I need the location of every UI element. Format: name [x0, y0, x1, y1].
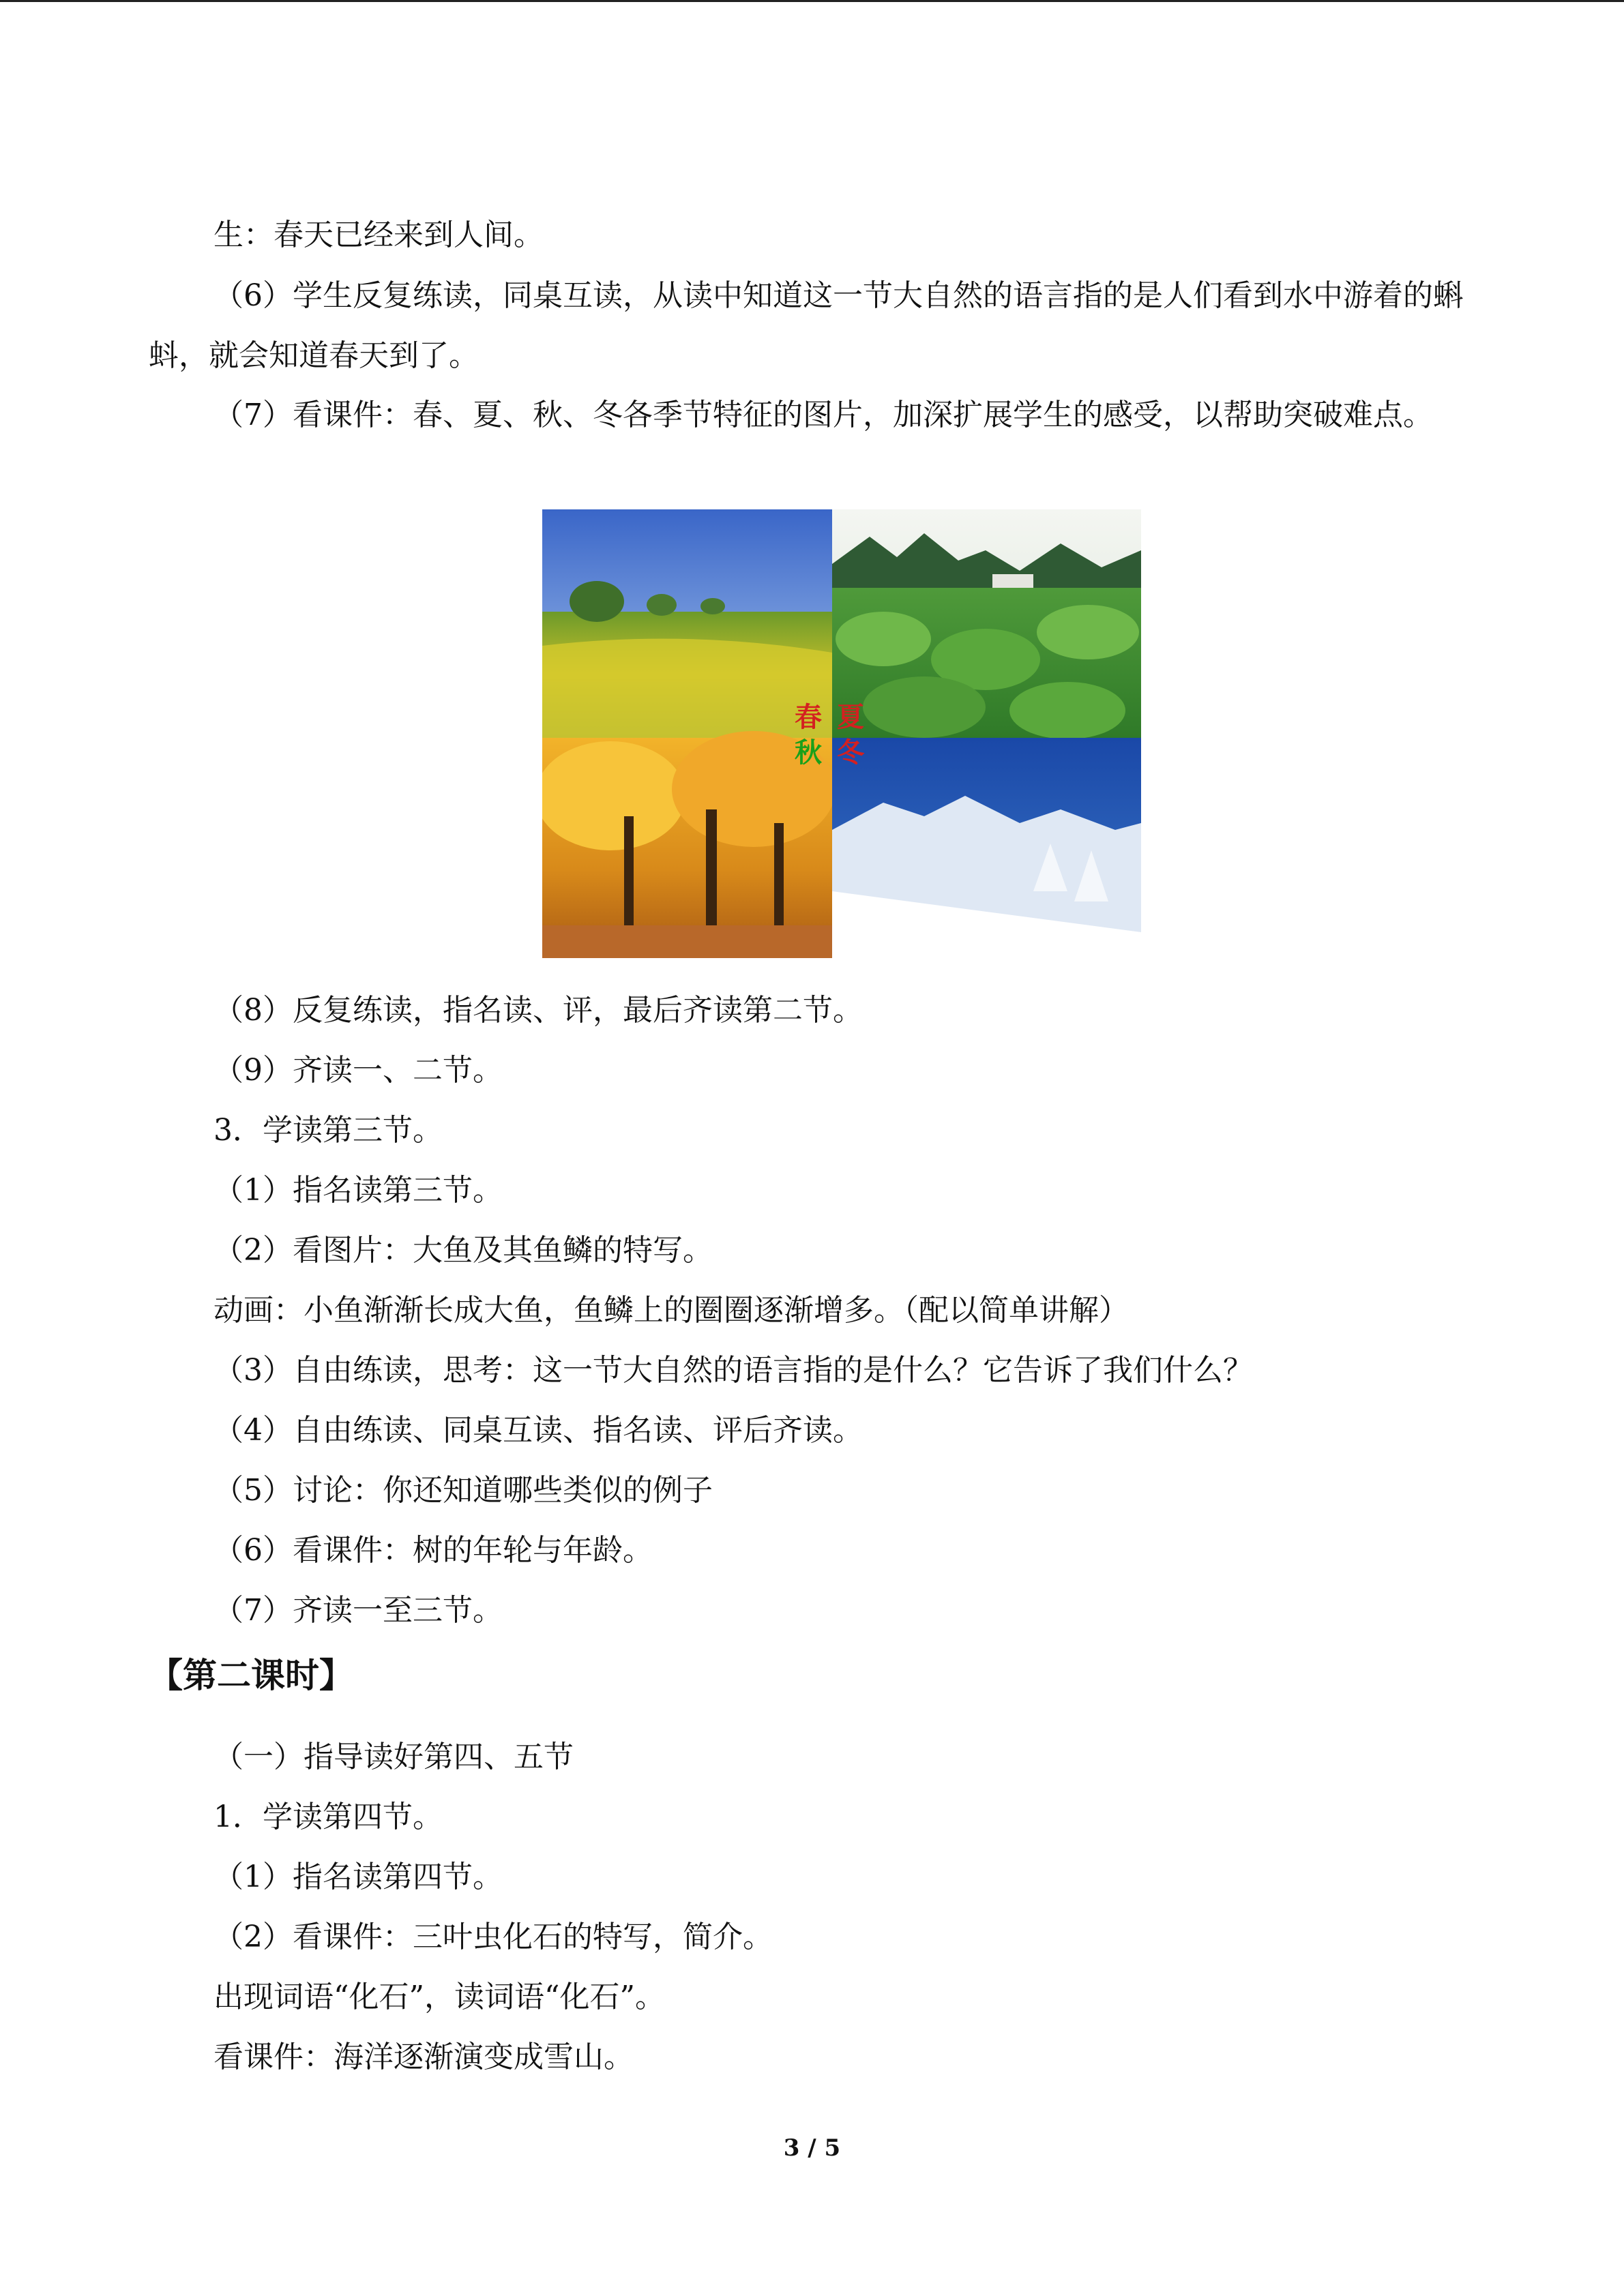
spring-label: 春 — [795, 702, 822, 733]
section-heading: 【第二课时】 — [149, 1656, 353, 1695]
autumn-label: 秋 — [795, 737, 822, 769]
line-9: （5）讨论：你还知道哪些类似的例子 — [213, 1473, 713, 1508]
four-seasons-photo-collage — [542, 509, 1141, 958]
summer-photo — [832, 509, 1141, 739]
line-2: （9）齐读一、二节。 — [213, 1053, 503, 1088]
paragraph-2: （6）学生反复练读，同桌互读，从读中知道这一节大自然的语言指的是人们看到水中游着的蝌蚪，就会知道春天到了。 — [149, 278, 1463, 373]
line2-2: 1．学读第四节。 — [213, 1800, 443, 1834]
line2-4: （2）看课件：三叶虫化石的特写，简介。 — [213, 1920, 773, 1954]
four-seasons-image — [542, 509, 1141, 958]
line-6: 动画：小鱼渐渐长成大鱼，鱼鳞上的圈圈逐渐增多。（配以简单讲解） — [213, 1293, 1129, 1328]
line-3: 3．学读第三节。 — [213, 1113, 443, 1148]
line-7: （3）自由练读，思考：这一节大自然的语言指的是什么？它告诉了我们什么？ — [213, 1353, 1253, 1388]
autumn-photo — [542, 731, 836, 958]
winter-photo — [832, 738, 1141, 958]
spring-photo — [542, 509, 832, 738]
line2-5: 出现词语“化石”，读词语“化石”。 — [213, 1980, 665, 2014]
line2-1: （一）指导读好第四、五节 — [213, 1740, 574, 1774]
line2-6: 看课件：海洋逐渐演变成雪山。 — [213, 2040, 634, 2074]
line-4: （1）指名读第三节。 — [213, 1173, 503, 1208]
page-number: 3 / 5 — [783, 2134, 841, 2162]
line-11: （7）齐读一至三节。 — [213, 1593, 503, 1628]
line2-3: （1）指名读第四节。 — [213, 1860, 503, 1894]
winter-label: 冬 — [837, 737, 864, 769]
summer-label: 夏 — [837, 702, 864, 733]
line-10: （6）看课件：树的年轮与年龄。 — [213, 1533, 653, 1568]
line-8: （4）自由练读、同桌互读、指名读、评后齐读。 — [213, 1413, 863, 1448]
paragraph-3: （7）看课件：春、夏、秋、冬各季节特征的图片，加深扩展学生的感受，以帮助突破难点。 — [213, 398, 1433, 432]
line-5: （2）看图片：大鱼及其鱼鳞的特写。 — [213, 1233, 713, 1268]
paragraph-1: 生：春天已经来到人间。 — [213, 218, 544, 252]
line-1: （8）反复练读，指名读、评，最后齐读第二节。 — [213, 993, 863, 1028]
